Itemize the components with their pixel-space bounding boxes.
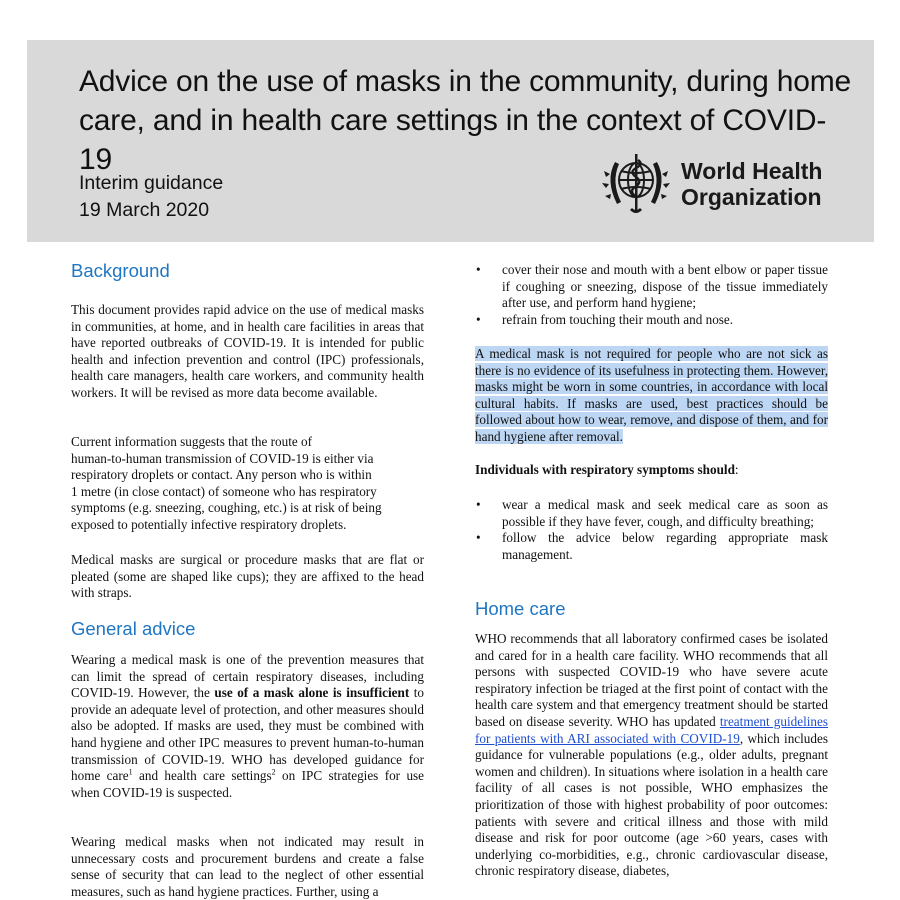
list-item: • refrain from touching their mouth and nose. [476,311,734,327]
background-paragraph-2: Current information suggests that the route of human-to-human transmission of COVID-19 is either via respiratory droplets or contact. Any person who is within 1 metre (in close contact) of someone who has respiratory symptoms (e.g. sneezing, coughing, etc.) is at risk of being exposed to potentially infective respiratory droplets. [71,434,382,532]
background-paragraph-3: Medical masks are surgical or procedure masks that are flat or pleated (some are shaped like cups); they are affixed to the head with straps. [71,552,424,601]
mask-not-required-paragraph [475,346,828,446]
home-care-paragraph: WHO recommends that all laboratory confirmed cases be isolated and cared for in a health care facility. WHO recommends that all persons with suspected COVID-19 who have severe acute respiratory infection be triaged at the first point of contact with the health care system and that emergency treatment should be started based on disease severity. WHO has updated treatment guidelines for patients with ARI associated with COVID-19, which includes guidance for vulnerable populations (e.g., older adults, pregnant women and children). In situations where isolation in a health care facility of all cases is not possible, WHO emphasizes the prioritization of those with highest probability of poor outcomes: patients with severe and critical illness and those with mild disease and risk for poor outcome (age >60 years, cases with underlying co-morbidities, e.g., chronic cardiovascular disease, chronic respiratory disease, diabetes, [475,631,829,879]
background-heading: Background [71,260,170,281]
who-emblem-icon [597,150,675,220]
guidance-date: 19 March 2020 [79,199,210,221]
background-paragraph-1: This document provides rapid advice on the use of medical masks in communities, at home, and in health care facilities in areas that have reported outbreaks of COVID-19. It is intended for public health and infection prevention and control (IPC) professionals, health care managers, health care workers, and community health workers. It will be revised as more data become available. [71,302,424,400]
document-title: Advice on the use of masks in the community, during home care, and in health care settings in the context of COVID-19 [79,65,851,176]
document-header [27,40,874,242]
list-item: • follow the advice below regarding appropriate mask management. [476,530,828,562]
general-advice-heading: General advice [71,618,196,639]
who-logo [597,150,837,220]
list-item: • wear a medical mask and seek medical care as soon as possible if they have fever, cough, and difficulty breathing; [476,497,828,529]
hygiene-bullets [475,262,828,328]
who-logo-text: World Health Organization [681,158,823,210]
list-item: • cover their nose and mouth with a bent elbow or paper tissue if coughing or sneezing, dispose of the tissue immediately after use, and perform hand hygiene; [476,262,828,311]
symptoms-bullets [475,497,828,563]
highlighted-text[interactable]: A medical mask is not required for people who are not sick as there is no evidence of its usefulness in protecting them. However, masks might be worn in some countries, in accordance with local cultural habits. If masks are used, best practices should be followed about how to wear, remove, and dispose of them, and for hand hygiene after removal. [475,346,828,444]
treatment-guidelines-link[interactable]: treatment guidelines for patients with ARI associated with COVID-19 [475,713,829,746]
home-care-heading: Home care [475,598,566,619]
guidance-type: Interim guidance [79,172,224,194]
general-advice-paragraph-1: Wearing a medical mask is one of the prevention measures that can limit the spread of certain respiratory diseases, including COVID-19. However, the use of a mask alone is insufficient to provide an adequate level of protection, and other measures should also be adopted. If masks are used, they must be combined with hand hygiene and other IPC measures to prevent human-to-human transmission of COVID-19. WHO has developed guidance for home care$^1$ and health care settings$^2$ on IPC strategies for use when COVID-19 is suspected. [71,652,425,800]
footnote-2: 2 [271,767,276,777]
general-advice-paragraph-2: Wearing medical masks when not indicated may result in unnecessary costs and procurement burdens and create a false sense of security that can lead to the neglect of other essential measures, such as hand hygiene practices. Further, using a [71,834,424,899]
symptoms-label: Individuals with respiratory symptoms should: [475,462,739,477]
footnote-1: 1 [128,767,133,777]
emphasis-mask-alone: use of a mask alone is insufficient [214,685,410,701]
guidance-info [79,170,223,224]
